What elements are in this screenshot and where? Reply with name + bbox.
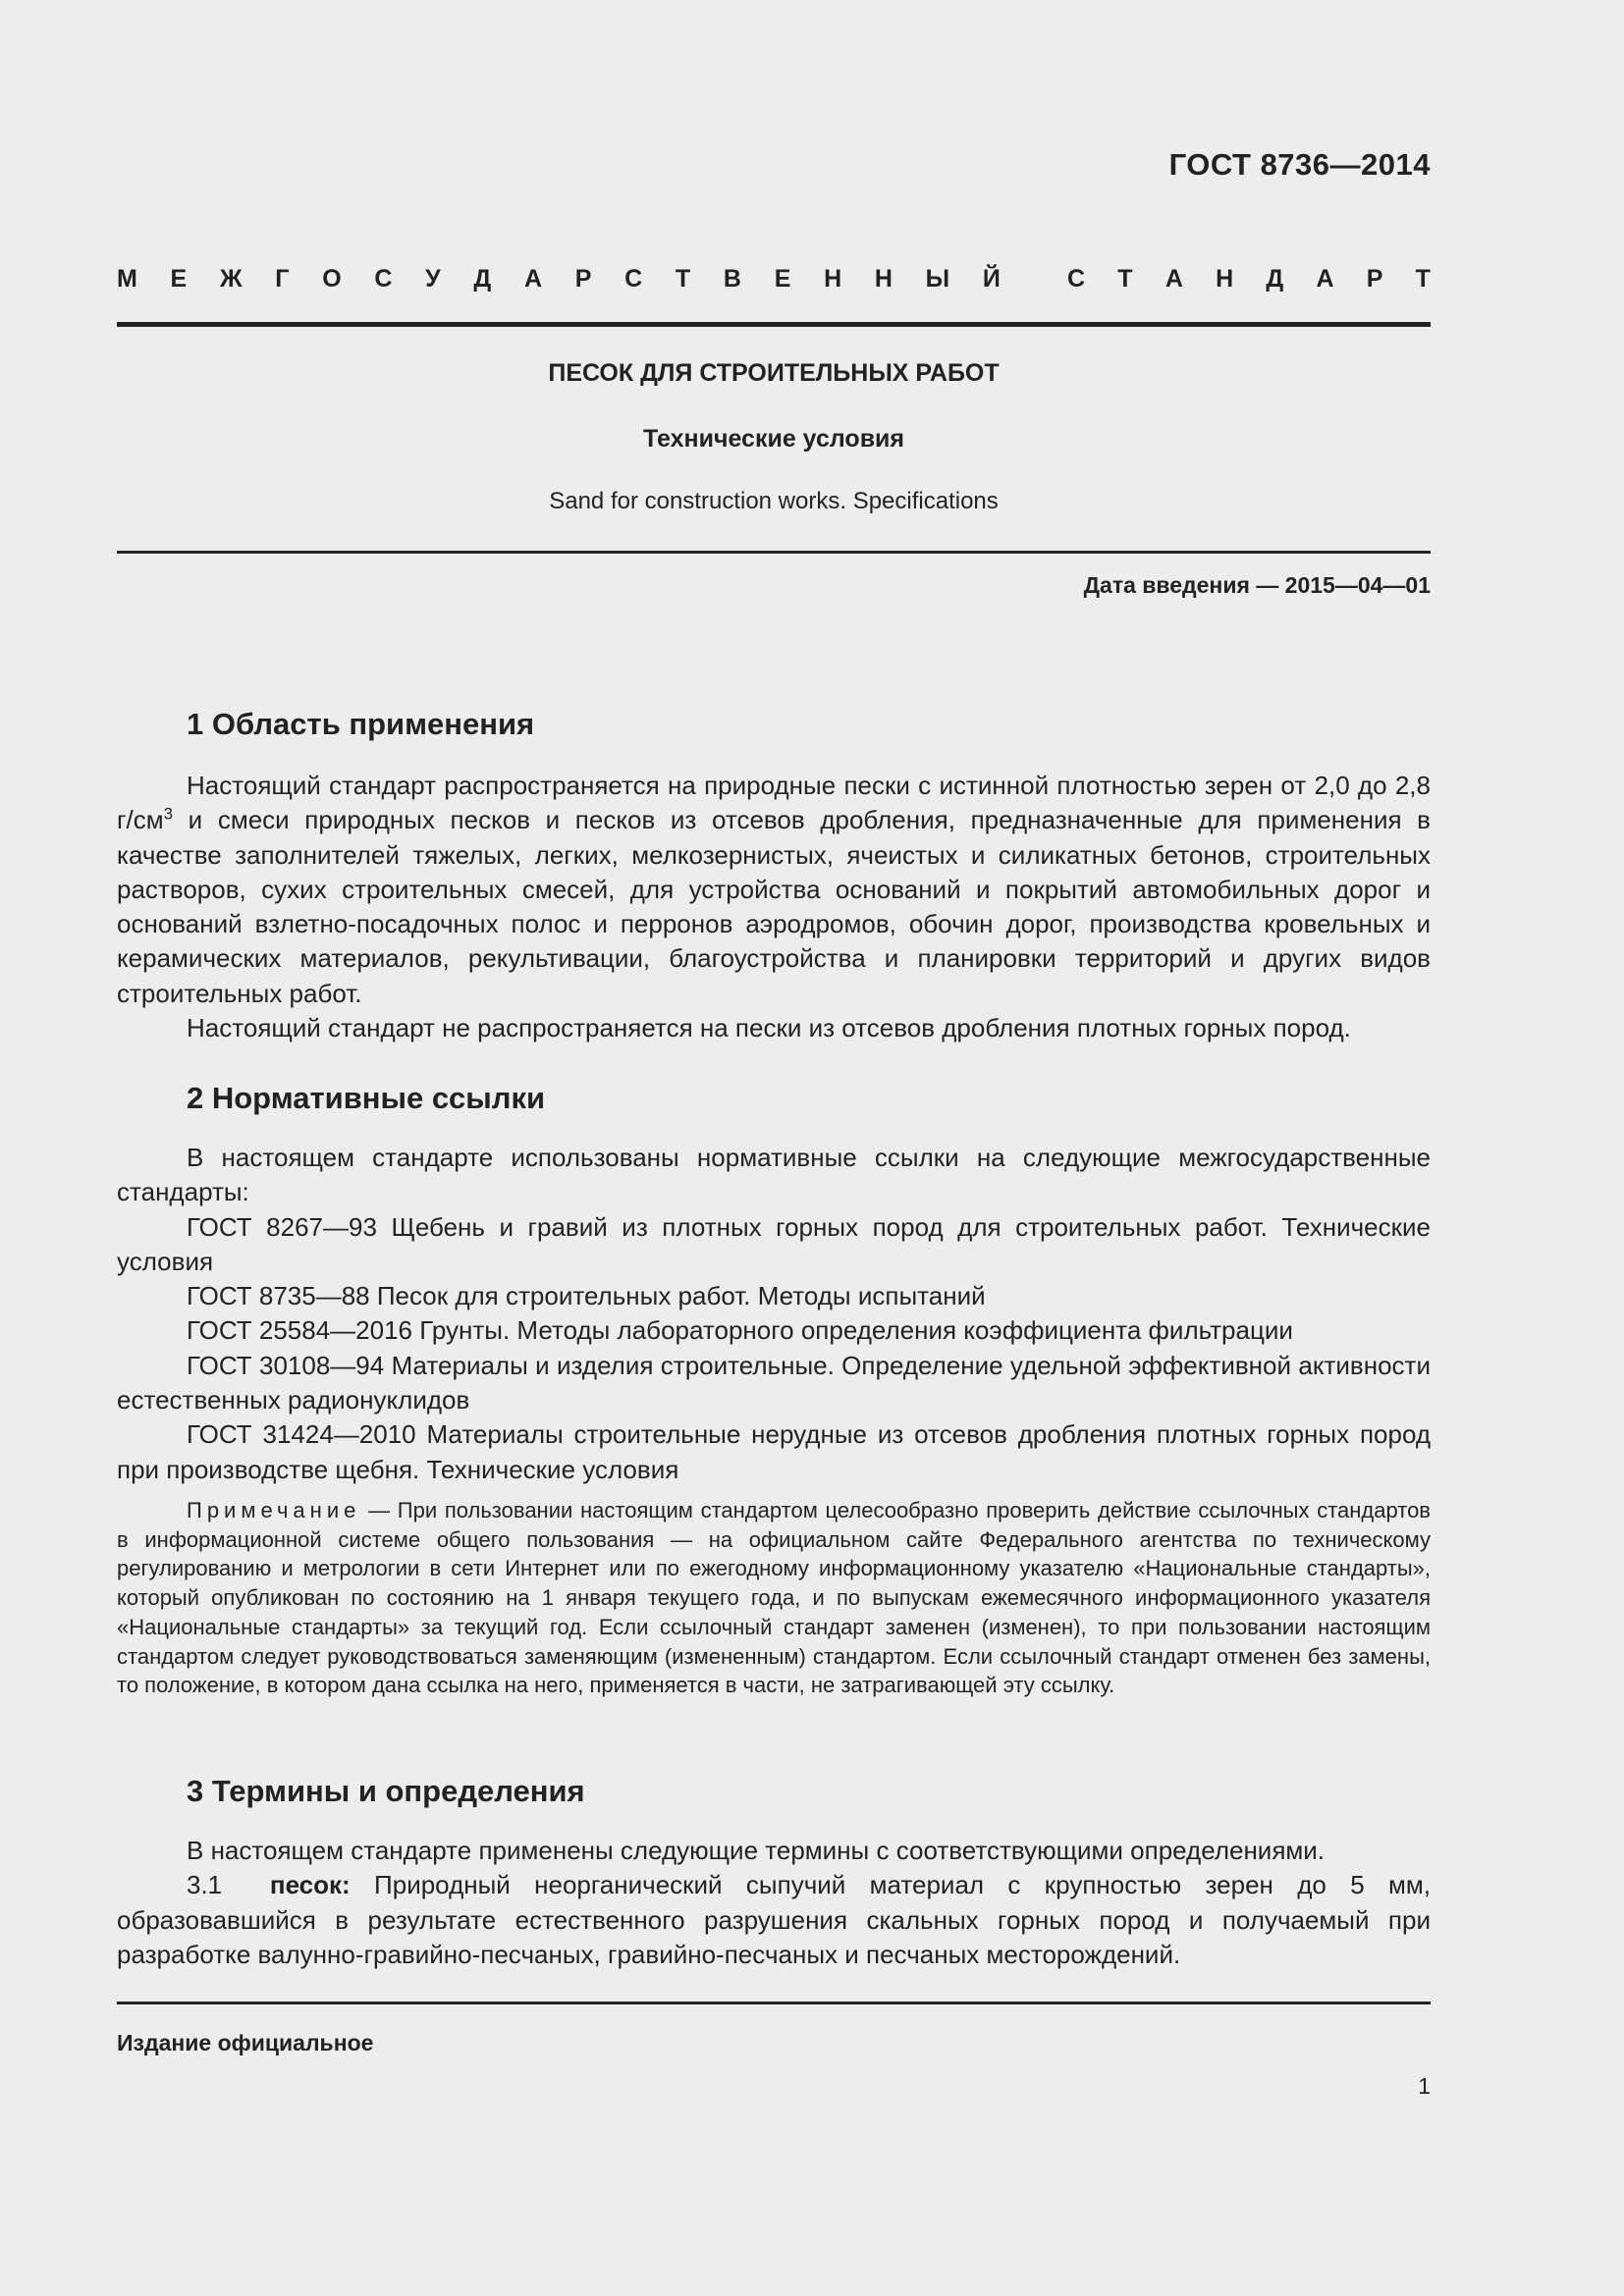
standard-type-letters-2: С Т А Н Д А Р Т: [1067, 265, 1431, 293]
paragraph: В настоящем стандарте применены следующие термины с соответствующими определениями.: [187, 1836, 1326, 1865]
references-note: [117, 1496, 1431, 1700]
footer-divider: [117, 2002, 1431, 2004]
term-definition: 3.1 песок: Природный неорганический сыпучий материал с крупностью зерен до 5 мм, образовавшийся в результате естественного разрушения скальных горных пород и получаемый при разработке валунно-гравийно-песчаных, гравийно-песчаных и песчаных месторождений.: [117, 1870, 1431, 1969]
paragraph: Настоящий стандарт не распространяется на пески из отсевов дробления плотных горных пород.: [187, 1013, 1351, 1043]
english-title: Sand for construction works. Specifications: [549, 488, 999, 514]
note-label: Примечание: [187, 1498, 361, 1522]
section-heading-scope: 1 Область применения: [187, 707, 535, 741]
standard-type: [117, 265, 1431, 294]
introduction-date: Дата введения — 2015—04—01: [1083, 572, 1431, 598]
term: песок:: [269, 1870, 351, 1900]
paragraph: В настоящем стандарте использованы нормативные ссылки на следующие межгосударственные стандарты:: [117, 1143, 1431, 1207]
section-scope-text: [117, 769, 1431, 1045]
reference-item: ГОСТ 25584—2016 Грунты. Методы лабораторного определения коэффициента фильтрации: [187, 1315, 1293, 1346]
document-title: ПЕСОК ДЛЯ СТРОИТЕЛЬНЫХ РАБОТ: [548, 359, 1000, 387]
section-heading-references: 2 Нормативные ссылки: [187, 1081, 546, 1115]
note-text: — При пользовании настоящим стандартом целесообразно проверить действие ссылочных стандартов в информационной системе общего пользования — на официальном сайте Федерального агентства по техническому регулированию и метрологии в сети Интернет или по ежегодному информационному указателю «Национальные стандарты», который опубликован по состоянию на 1 января текущего года, и по выпускам ежемесячного информационного указателя «Национальные стандарты» за текущий год. Если ссылочный стандарт заменен (изменен), то при пользовании настоящим стандартом следует руководствоваться заменяющим (измененным) стандартом. Если ссылочный стандарт отменен без замены, то положение, в котором дана ссылка на него, применяется в части, не затрагивающей эту ссылку.: [117, 1498, 1431, 1698]
section-references-text: [117, 1141, 1431, 1487]
reference-item: ГОСТ 31424—2010 Материалы строительные нерудные из отсевов дробления плотных горных пород при производстве щебня. Технические условия: [117, 1419, 1431, 1484]
reference-item: ГОСТ 8267—93 Щебень и гравий из плотных горных пород для строительных работ. Технические условия: [117, 1211, 1431, 1276]
page-number: 1: [1418, 2073, 1431, 2099]
section-terms-text: [117, 1834, 1431, 1972]
paragraph: Настоящий стандарт распространяется на природные пески с истинной плотностью зерен от 2,0 до 2,8 $г/см^3$ и смеси природных песков и песков из отсевов дробления, предназначенные для применения в качестве заполнителей тяжелых, легких, мелкозернистых, ячеистых и силикатных бетонов, строительных растворов, сухих строительных смесей, для устройства оснований и покрытий автомобильных дорог и оснований взлетно-посадочных полос и перронов аэродромов, обочин дорог, производства кровельных и керамических материалов, рекультивации, благоустройства и планировки территорий и других видов строительных работ.: [117, 771, 1431, 1008]
document-code: ГОСТ 8736—2014: [1168, 147, 1431, 182]
title-divider: [117, 551, 1431, 554]
document-subtitle: Технические условия: [642, 425, 905, 453]
section-heading-terms: 3 Термины и определения: [187, 1774, 585, 1808]
header-divider: [117, 322, 1431, 327]
reference-item: ГОСТ 8735—88 Песок для строительных работ. Методы испытаний: [187, 1281, 986, 1311]
edition-label: Издание официальное: [117, 2030, 374, 2056]
reference-item: ГОСТ 30108—94 Материалы и изделия строительные. Определение удельной эффективной активности естественных радионуклидов: [117, 1350, 1431, 1415]
standard-type-letters-1: М Е Ж Г О С У Д А Р С Т В Е Н Н Ы Й: [117, 265, 1001, 293]
